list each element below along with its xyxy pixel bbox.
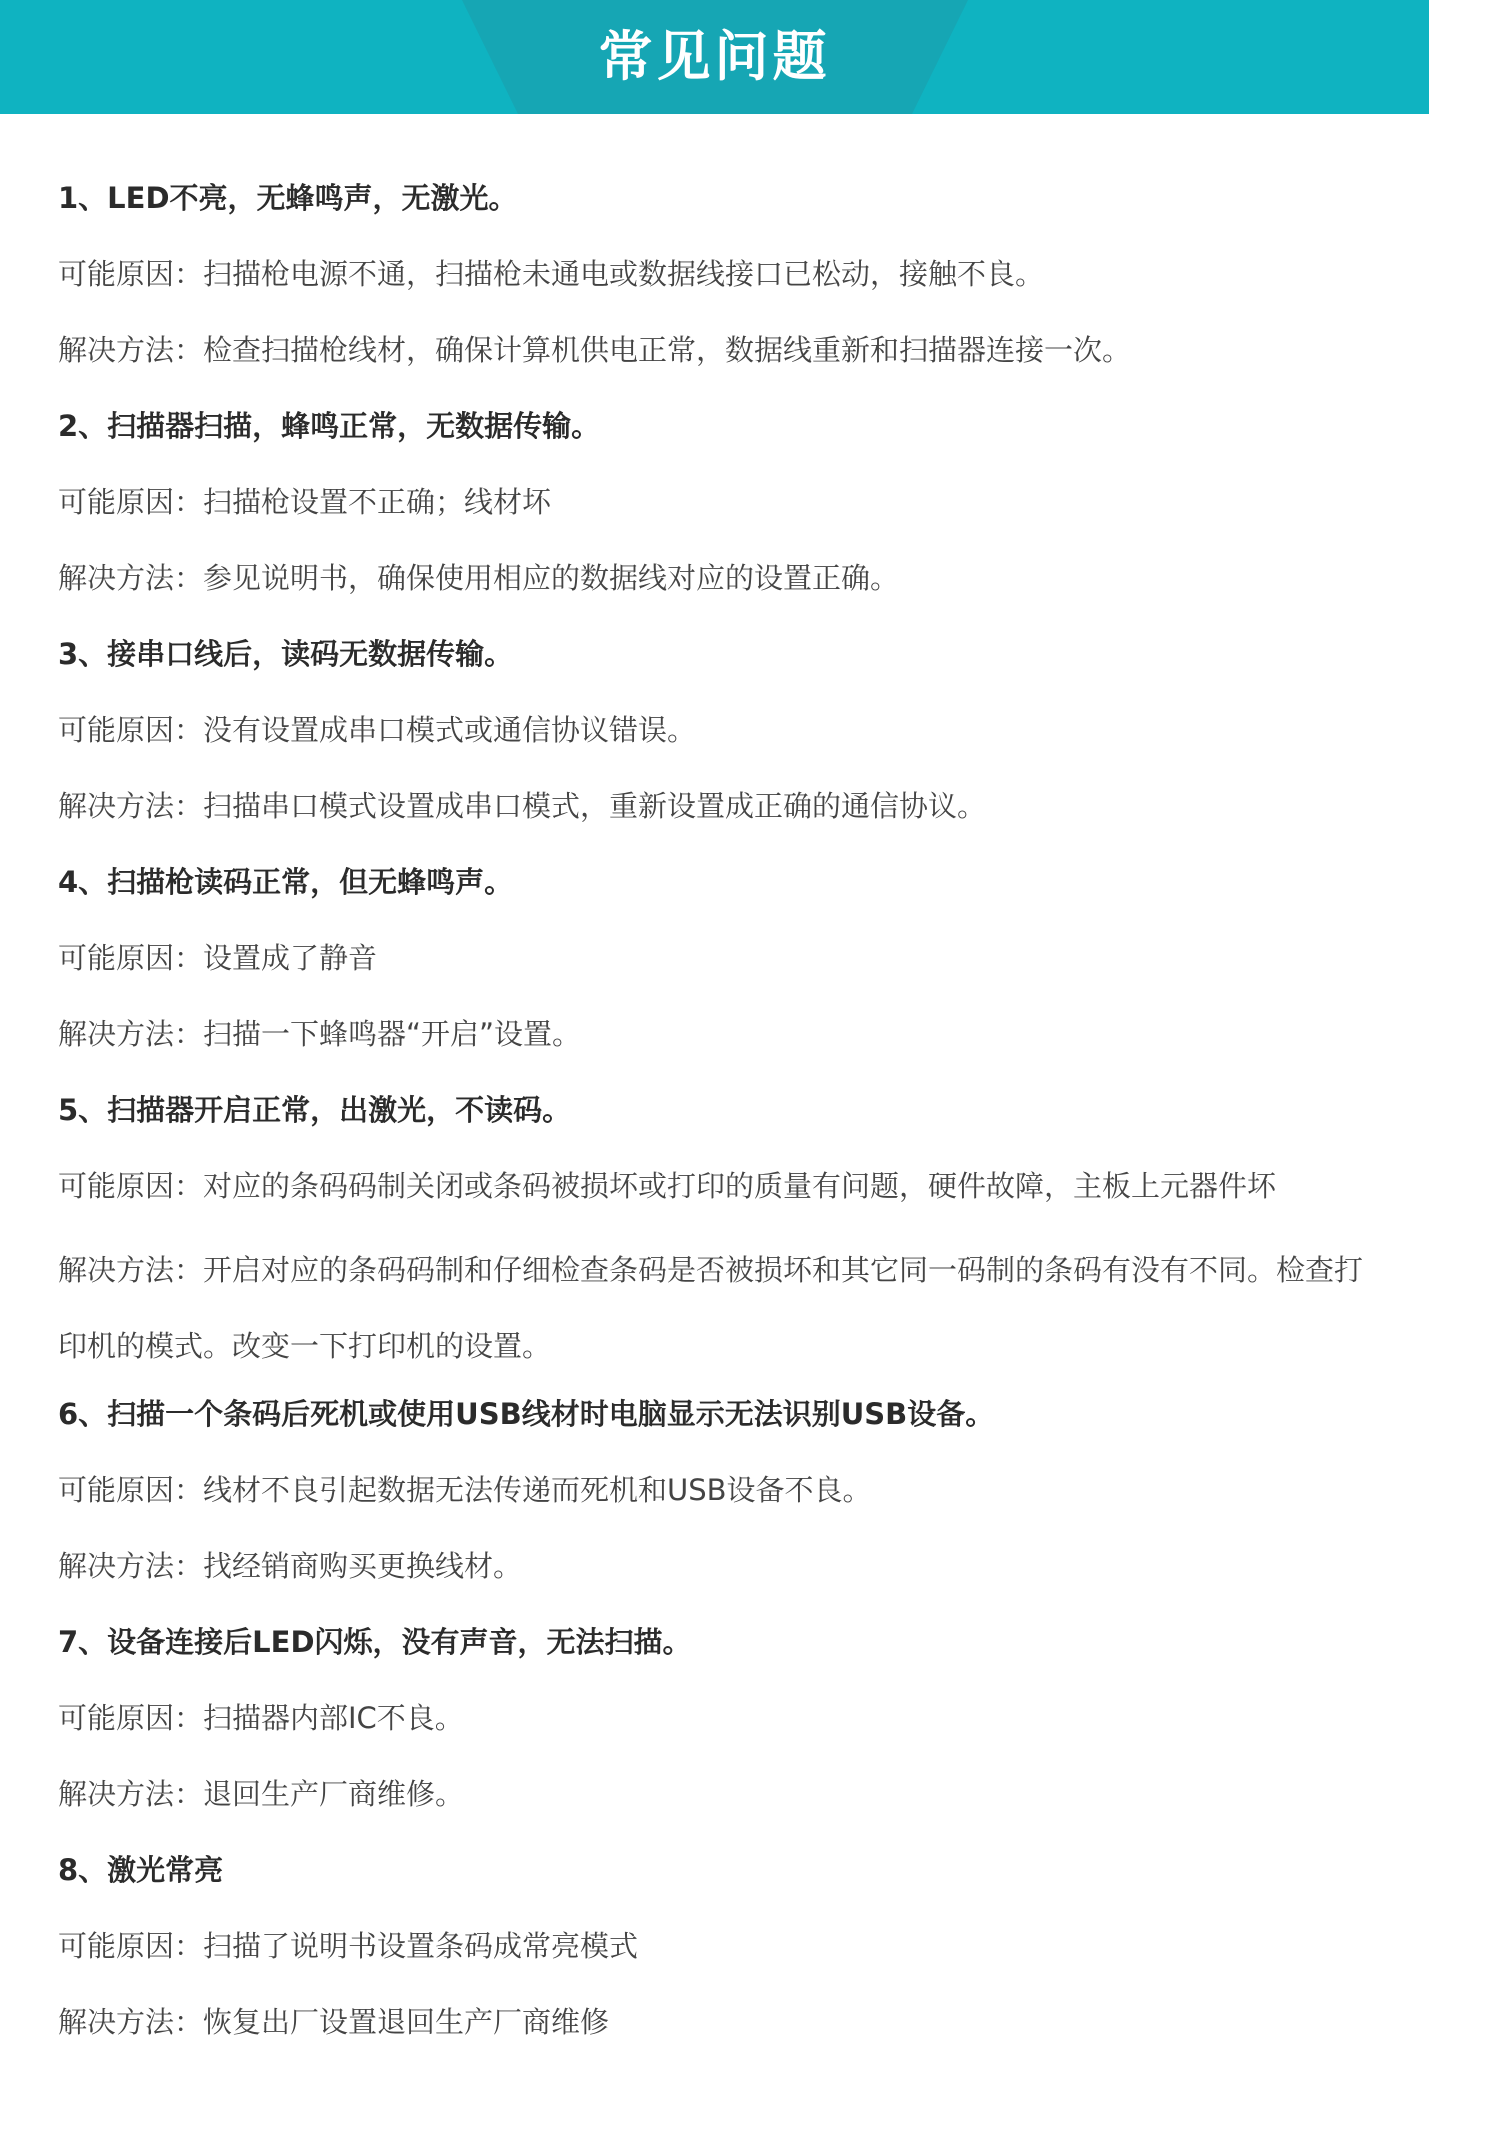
faq-solution: 解决方法：扫描一下蜂鸣器“开启”设置。 (58, 1017, 582, 1051)
faq-item-2 (58, 396, 1458, 624)
page-header-banner (0, 0, 1429, 114)
faq-cause: 可能原因：扫描器内部IC不良。 (58, 1701, 464, 1735)
faq-cause: 可能原因：扫描枪电源不通，扫描枪未通电或数据线接口已松动，接触不良。 (58, 257, 1045, 291)
faq-question: 5、扫描器开启正常，出激光，不读码。 (58, 1093, 572, 1127)
faq-question: 6、扫描一个条码后死机或使用USB线材时电脑显示无法识别USB设备。 (58, 1397, 995, 1431)
faq-question: 7、设备连接后LED闪烁，没有声音，无法扫描。 (58, 1625, 692, 1659)
faq-question: 2、扫描器扫描，蜂鸣正常，无数据传输。 (58, 409, 601, 443)
faq-cause: 可能原因：设置成了静音 (58, 941, 378, 975)
faq-solution: 解决方法：参见说明书，确保使用相应的数据线对应的设置正确。 (58, 561, 900, 595)
faq-list (58, 168, 1458, 2068)
faq-solution: 解决方法：扫描串口模式设置成串口模式，重新设置成正确的通信协议。 (58, 789, 987, 823)
faq-item-3 (58, 624, 1458, 852)
faq-item-6 (58, 1384, 1458, 1612)
faq-item-4 (58, 852, 1458, 1080)
faq-solution: 解决方法：找经销商购买更换线材。 (58, 1549, 523, 1583)
faq-cause: 可能原因：线材不良引起数据无法传递而死机和USB设备不良。 (58, 1473, 872, 1507)
faq-solution: 解决方法：检查扫描枪线材，确保计算机供电正常，数据线重新和扫描器连接一次。 (58, 333, 1132, 367)
faq-solution: 解决方法：退回生产厂商维修。 (58, 1777, 465, 1811)
faq-cause: 可能原因：没有设置成串口模式或通信协议错误。 (58, 713, 697, 747)
faq-question: 3、接串口线后，读码无数据传输。 (58, 637, 514, 671)
faq-item-8 (58, 1840, 1458, 2068)
faq-cause: 可能原因：扫描了说明书设置条码成常亮模式 (58, 1929, 639, 1963)
faq-item-1 (58, 168, 1458, 396)
faq-item-5 (58, 1080, 1458, 1384)
faq-solution: 解决方法：开启对应的条码码制和仔细检查条码是否被损坏和其它同一码制的条码有没有不同。检查打印机的模式。改变一下打印机的设置。 (58, 1253, 1364, 1363)
faq-question: 4、扫描枪读码正常，但无蜂鸣声。 (58, 865, 514, 899)
faq-solution: 解决方法：恢复出厂设置退回生产厂商维修 (58, 2005, 610, 2039)
faq-cause: 可能原因：对应的条码码制关闭或条码被损坏或打印的质量有问题，硬件故障，主板上元器件坏 (58, 1169, 1277, 1203)
faq-cause: 可能原因：扫描枪设置不正确；线材坏 (58, 485, 552, 519)
faq-question: 8、激光常亮 (58, 1853, 224, 1887)
faq-item-7 (58, 1612, 1458, 1840)
page-title: 常见问题 (598, 25, 831, 88)
faq-question: 1、LED不亮，无蜂鸣声，无激光。 (58, 181, 518, 215)
